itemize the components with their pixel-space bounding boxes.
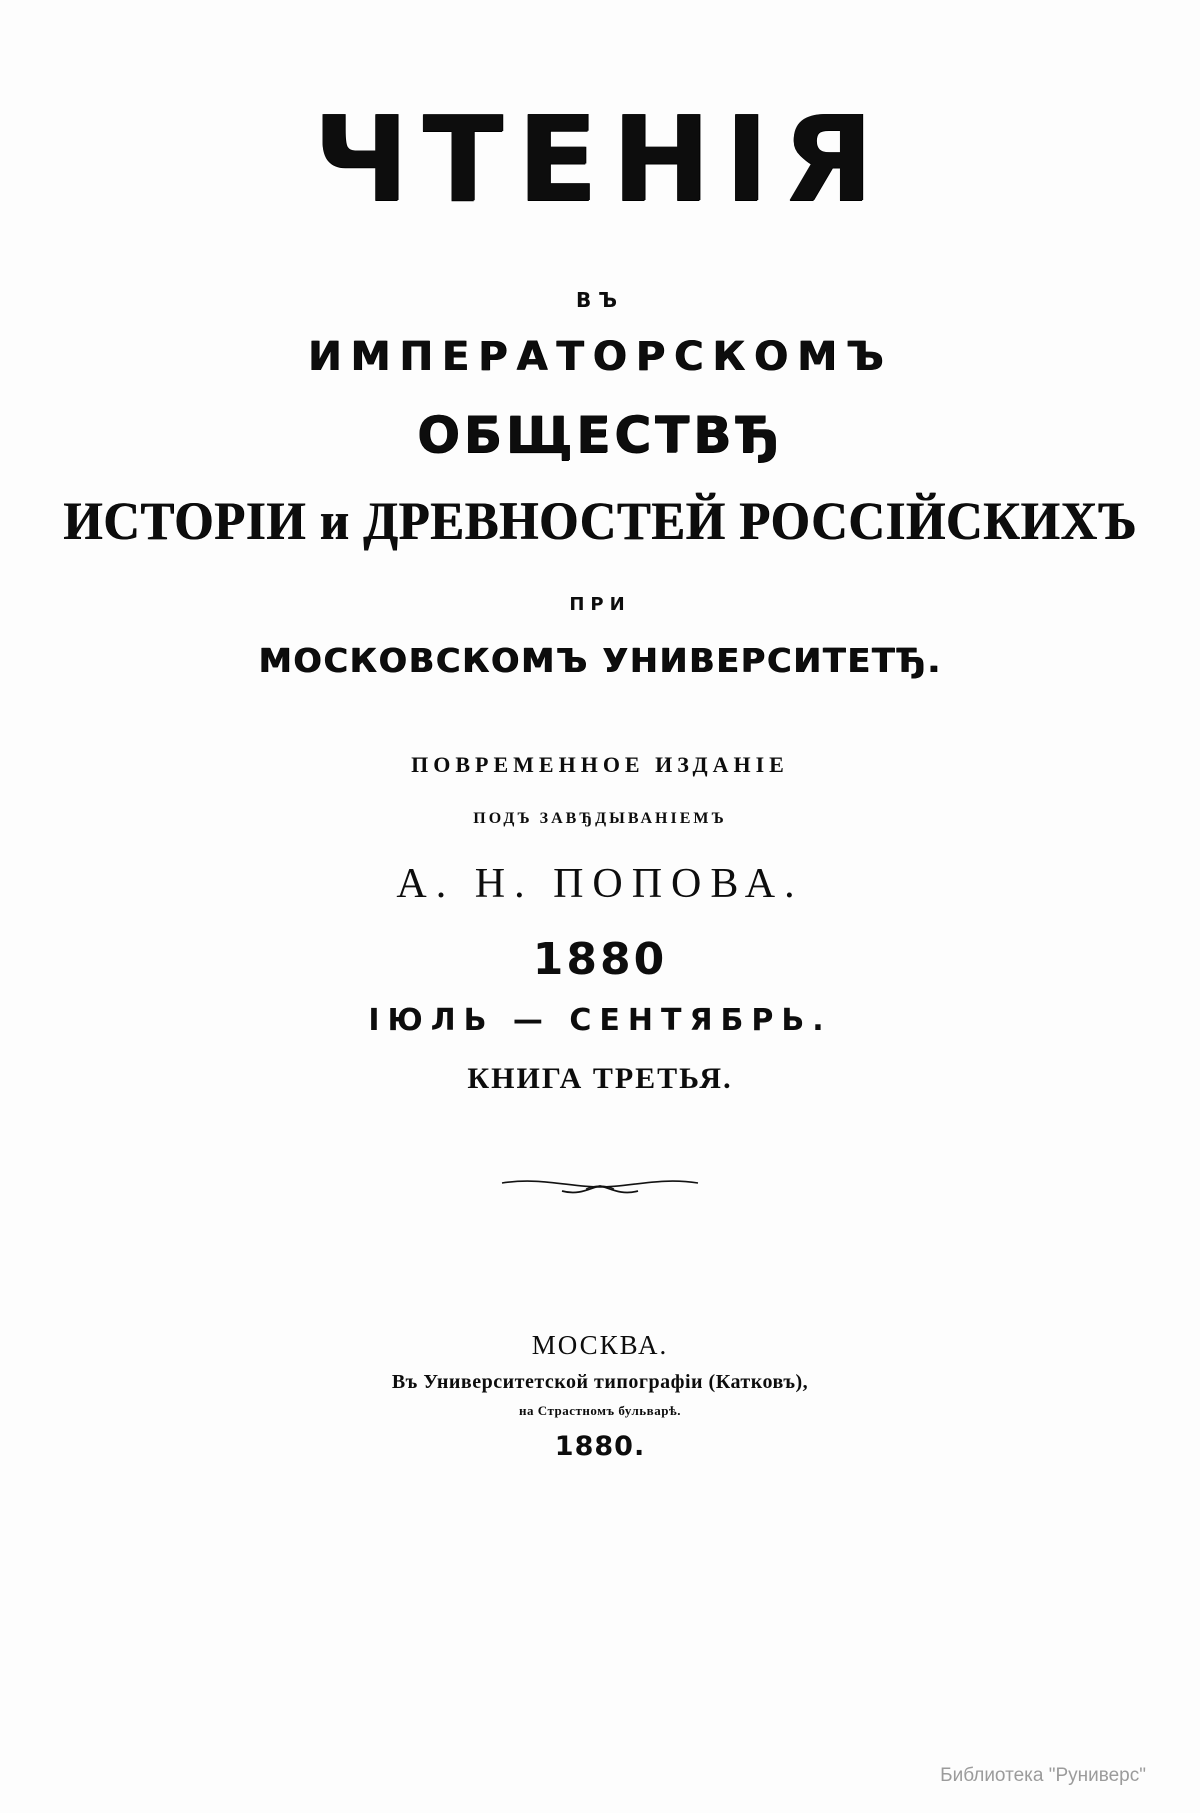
issue-months: ІЮЛЬ — СЕНТЯБРЬ. <box>368 1002 832 1038</box>
editor-name: А. Н. ПОПОВА. <box>396 860 804 907</box>
imprint-block <box>0 1330 1200 1462</box>
document-main-title: ЧТЕНІЯ <box>313 90 887 228</box>
issue-book-number: КНИГА ТРЕТЬЯ. <box>467 1061 733 1095</box>
title-line-society: ОБЩЕСТВЂ <box>417 405 783 464</box>
scan-watermark: Библиотека "Руниверс" <box>940 1765 1146 1786</box>
title-line-imperial: ИМПЕРАТОРСКОМЪ <box>307 333 893 380</box>
subtitle-under-management: ПОДЪ ЗАВЂДЫВАНІЕМЪ <box>473 809 727 827</box>
imprint-city: МОСКВА. <box>531 1330 669 1360</box>
swash-ornament-icon <box>500 1174 700 1200</box>
title-preposition-v: ВЪ <box>575 287 625 312</box>
subtitle-periodical-edition: ПОВРЕМЕННОЕ ИЗДАНІЕ <box>411 751 789 777</box>
title-line-history-antiquities: ИСТОРІИ и ДРЕВНОСТЕЙ РОССІЙСКИХЪ <box>63 490 1137 551</box>
publication-year: 1880 <box>532 933 668 985</box>
imprint-year: 1880. <box>554 1431 646 1462</box>
imprint-printer: Въ Университетской типографіи (Катковъ), <box>391 1371 809 1393</box>
imprint-address: на Страстномъ бульварѣ. <box>519 1403 681 1418</box>
title-line-at: ПРИ <box>569 593 631 615</box>
title-line-moscow-university: МОСКОВСКОМЪ УНИВЕРСИТЕТЂ. <box>258 640 942 680</box>
